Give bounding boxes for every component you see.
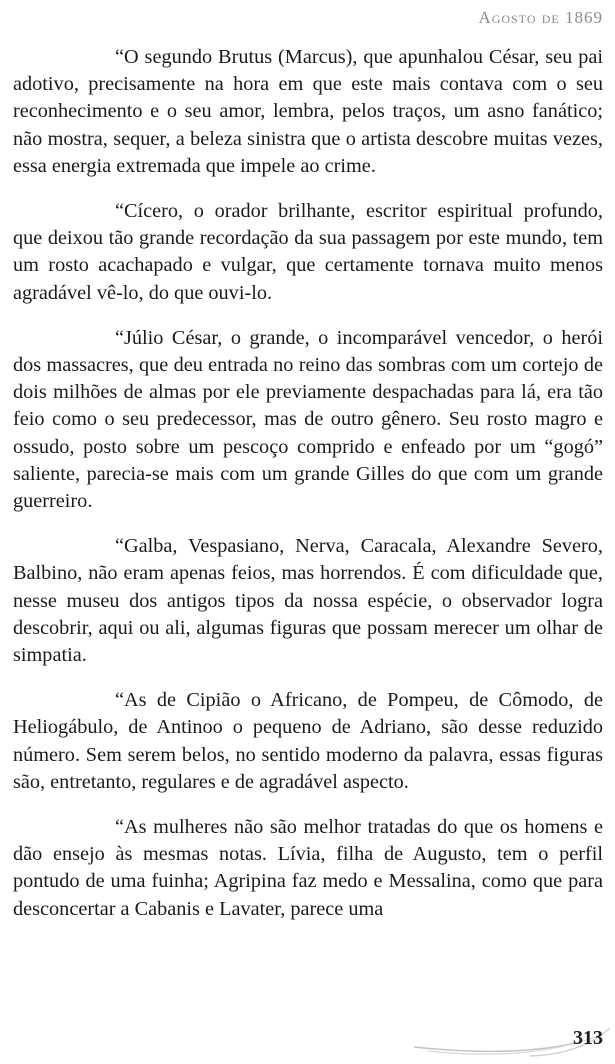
- paragraph-cicero: “Cícero, o orador brilhante, escritor espiritual profundo, que deixou tão grande recordação da sua passagem por este mundo, tem um rosto acachapado e vulgar, que certamente tornava muito menos agradável vê-lo, do que ouvi-lo.: [13, 200, 603, 304]
- page-body: [13, 44, 603, 941]
- running-head-title: Agosto de 1869: [478, 8, 603, 27]
- paragraph-cipiao: “As de Cipião o Africano, de Pompeu, de Cômodo, de Heliogábulo, de Antinoo o pequeno de Adriano, são desse reduzido número. Sem serem belos, no sentido moderno da palavra, essas figuras são, entretanto, regulares e de agradável aspecto.: [13, 689, 603, 793]
- paragraph-galba: “Galba, Vespasiano, Nerva, Caracala, Alexandre Severo, Balbino, não eram apenas feios, mas horrendos. É com dificuldade que, nesse museu dos antigos tipos da nossa espécie, o observador logra descobrir, aqui ou ali, algumas figuras que possam merecer um olhar de simpatia.: [13, 535, 603, 667]
- page-footer: [0, 1018, 615, 1064]
- paragraph-brutus: “O segundo Brutus (Marcus), que apunhalou César, seu pai adotivo, precisamente na hora em que este mais contava com o seu reconhecimento e o seu amor, lembra, pelos traços, um asno fanático; não mostra, sequer, a beleza sinistra que o artista descobre muitas vezes, essa energia extremada que impele ao crime.: [13, 46, 603, 177]
- paragraph-mulheres: “As mulheres não são melhor tratadas do que os homens e dão ensejo às mesmas notas. Lívia, filha de Augusto, tem o perfil pontudo de uma fuinha; Agripina faz medo e Messalina, como que para desconcertar a Cabanis e Lavater, parece uma: [13, 816, 603, 920]
- paragraph-julio-cesar: “Júlio César, o grande, o incomparável vencedor, o herói dos massacres, que deu entrada no reino das sombras com um cortejo de dois milhões de almas por ele previamente despachadas para lá, era tão feio como o seu predecessor, mas de outro gênero. Seu rosto magro e ossudo, posto sobre um pescoço comprido e enfeado por um “gogó” saliente, parecia-se mais com um grande Gilles do que com um grande guerreiro.: [13, 326, 603, 513]
- page-number: 313: [573, 1027, 603, 1049]
